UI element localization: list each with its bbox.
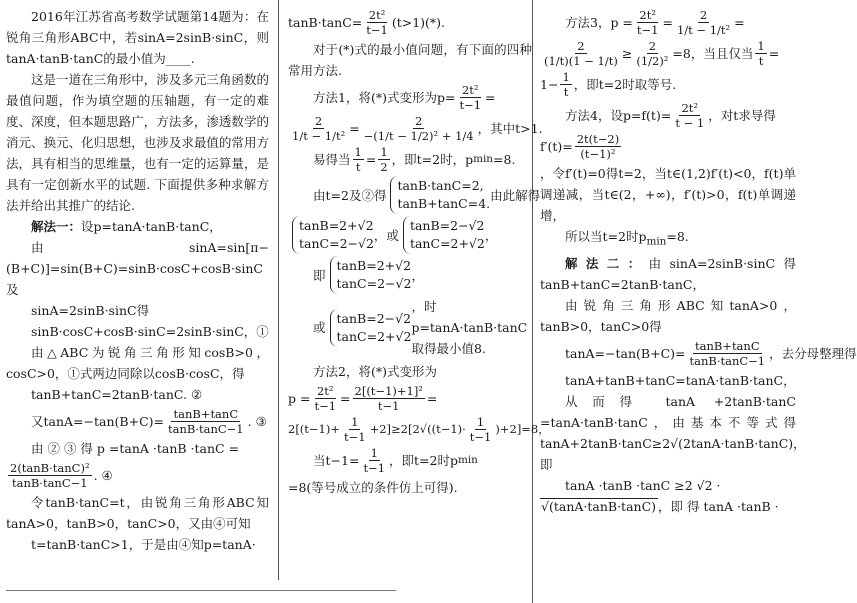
final-line: √(tanA·tanB·tanC) ，即 得 tanA ·tanB · (541, 498, 779, 514)
equation-system: tanB=2+√2 tanC=2−√2 (292, 216, 374, 254)
fraction: $\frac{\tan B+\tan C}{\tan B\cdot\tan C-1}$ (167, 407, 244, 436)
product-step: 由 ② ③ 得 p =tanA ·tanB ·tanC = (31, 441, 240, 456)
four-methods-intro: 对于(*)式的最小值问题，有下面的四种常用方法. (288, 42, 532, 78)
fraction: $\frac{\text{2t²}}{t-1}$ (459, 83, 482, 112)
solution-two-acute: 由锐角三角形ABC知tanA>0，tanB>0，tanC>0得 (540, 297, 796, 334)
method-4-conclusion: 所以当t=2时$p_{min}=8$. (565, 229, 689, 248)
method-3-line: 方法3，p = $\frac{\text{2t²}}{t-1}$ = $\frac{2}{\text{1/t − 1/t²}}$ = (565, 8, 745, 37)
equation-2: tanB+tanC=2tanB·tanC. ② (31, 387, 203, 402)
method-2-equality: 当t−1= $\frac{1}{t-1}$ ，即t=2时p min (313, 446, 478, 475)
column-3 (540, 6, 857, 517)
star-function: tanB·tanC= $\frac{\text{2t²}}{t-1}$ (t>1)(*). (288, 8, 446, 37)
bottom-rule (6, 590, 396, 591)
equation-system: tanB·tanC=2, tanB+tanC=4. (390, 176, 490, 214)
equation-system: tanB=2−√2 tanC=2+√2 (403, 216, 485, 254)
solution-one-heading: 解法一： (31, 219, 82, 234)
method-2-transform: p = $\frac{\text{2t²}}{t-1}$ = $\frac{\text{2[(t−1)+1]²}}{t-1}$ = (288, 384, 438, 413)
equation-system: tanB=2−√2 tanC=2+√2 (330, 309, 412, 347)
fraction: $\frac{1}{t}$ (562, 70, 570, 99)
solution-case-2: 或 tanB=2−√2 tanC=2+√2 ，时p=tanA·tanB·tanC取得最小值8. (313, 299, 528, 356)
equation-4: $\frac{\text{2(tanB·tanC)²}}{\tan B\cdot\tan C-1}$ . ④ (10, 461, 113, 490)
acute-triangle-step: 由△ABC为锐角三角形知cosB>0，cosC>0，①式两边同除以cosB·cosC，得 (6, 345, 269, 381)
fraction: $\frac{2}{\text{1/t − 1/t²}}$ (676, 8, 731, 37)
fraction: $\frac{\text{2[(t−1)+1]²}}{t-1}$ (354, 384, 423, 413)
column-2 (288, 6, 550, 498)
fraction: $\frac{1}{t-1}$ (344, 415, 366, 444)
equation-1: sinB·cosC+cosB·sinC=2sinB·sinC，① (31, 324, 269, 339)
equation-3: 又tanA=−tan(B+C)= $\frac{\tan B+\tan C}{\tan B\cdot\tan C-1}$ . ③ (31, 407, 267, 436)
fraction: $\frac{1}{t}$ (354, 145, 362, 174)
am-gm-step: 从而得 tanA +2tanB·tanC =tanA·tanB·tanC，由基本不等式得tanA+2tanB·tanC≥2√(2tanA·tanB·tanC)，即 (540, 393, 806, 472)
inequality-line: tanA ·tanB ·tanC ≥2 √2 · (565, 477, 721, 493)
fraction: $\frac{\text{2t²}}{t-1}$ (314, 384, 337, 413)
method-3-equality: 1− $\frac{1}{t}$ ，即t=2时取等号. (540, 70, 677, 99)
method-4-line: 方法4，设p=f(t)= $\frac{\text{2t²}}{t - 1}$ ，对t求导得 (565, 101, 776, 130)
column-1 (6, 6, 269, 555)
method-2-conclusion: =8(等号成立的条件仿上可得). (288, 480, 458, 495)
fraction: $\frac{1}{t}$ (757, 39, 765, 68)
fraction: $\frac{\text{2(tanB·tanC)²}}{\tan B\cdot\tan C-1}$ (10, 461, 90, 490)
fraction: $\frac{\tan B+\tan C}{\tan B\cdot\tan C-1}$ (689, 338, 766, 368)
given-condition: sinA=2sinB·sinC得 (31, 303, 150, 318)
continuation-line: t=tanB·tanC>1，于是由④知p=tanA· (31, 537, 256, 552)
method-1-transform: $\frac{2}{\text{1/t − 1/t²}}$ = $\frac{2}{\text{−(1/t − 1/2)² + 1/4}}$ ，其中t>1. (292, 114, 543, 143)
solution-two-tanA: tanA=−tan(B+C)= $\frac{\tan B+\tan C}{\tan B\cdot\tan C-1}$ ，去分母整理得 (565, 338, 857, 368)
fraction: $\frac{\text{2t²}}{t-1}$ (636, 8, 659, 37)
solution-two-intro: 解法二：由sinA=2sinB·sinC得tanB+tanC=2tanB·tanC， (540, 255, 796, 292)
fraction: $\frac{2}{\text{(1/2)²}}$ (636, 39, 669, 68)
intro-paragraph: 这是一道在三角形中，涉及多元三角函数的最值问题，作为填空题的压轴题，有一定的难度、深度，但本题思路广，方法多，渗透数学的消元、换元、化归思想，也涉及求最值的常用方法，具有相当的思维量，也有一定的运算量，是具有一定创新水平的试题. 下面提供多种求解方法并给出其推广的结论. (6, 72, 269, 213)
system-solutions: tanB=2+√2 tanC=2−√2 ，或 tanB=2−√2 tanC=2+√2 ， (288, 216, 532, 254)
solution-two-heading: 解法二： (565, 255, 649, 271)
solution-one-intro: 解法一：设p=tanA·tanB·tanC， (31, 219, 222, 234)
fraction: $\frac{1}{t-1}$ (469, 415, 492, 444)
method-1-line: 方法1，将(*)式变形为p= $\frac{\text{2t²}}{t-1}$ = (313, 83, 496, 112)
fraction: $\frac{2}{\text{−(1/t − 1/2)² + 1/4}}$ (363, 114, 474, 143)
column-divider-2 (532, 0, 533, 603)
monotonicity-text: ，令f′(t)=0得t=2，当t∈(1,2)f′(t)<0，f(t)单调递减，当t∈(2，+∞)，f′(t)>0，f(t)单调递增， (540, 166, 796, 223)
solution-case-1: 即 tanB=2+√2 tanC=2−√2 ， (288, 256, 532, 294)
derivative-line: f′(t)= $\frac{2t(t-2)}{\text{(t−1)²}}$ (540, 132, 620, 161)
method-2-intro: 方法2，将(*)式变形为 (313, 364, 437, 379)
fraction: $\frac{2}{(1/t)(1 - 1/t)}$ (544, 39, 618, 68)
method-1-minimum: 易得当 $\frac{1}{t}$ = $\frac{1}{2}$ ，即t=2时，p min =8. (313, 145, 516, 174)
problem-statement: 2016年江苏省高考数学试题第14题为：在锐角三角形ABC中，若sinA=2sinB·sinC，则tanA·tanB·tanC的最小值为____. (6, 9, 269, 66)
substitution-paragraph: 令tanB·tanC=t，由锐角三角形ABC知tanA>0，tanB>0，tanC>0，又由④可知 (6, 495, 269, 531)
fraction: $\frac{2t(t-2)}{\text{(t−1)²}}$ (576, 132, 620, 161)
fraction: $\frac{1}{2}$ (380, 145, 388, 174)
method-3-inequality: $\frac{2}{(1/t)(1 - 1/t)}$ ≥ $\frac{2}{\text{(1/2)²}}$ =8，当且仅当 $\frac{1}{t}$ = (544, 39, 780, 68)
system-t-equals-2: 由t=2及②得 tanB·tanC=2, tanB+tanC=4. 由此解得 (288, 176, 532, 214)
tangent-identity: tanA+tanB+tanC=tanA·tanB·tanC， (565, 372, 796, 388)
fraction: $\frac{2}{\text{1/t − 1/t²}}$ (292, 114, 346, 143)
fraction: $\frac{1}{t-1}$ (363, 446, 386, 475)
fraction: $\frac{\text{2t²}}{t - 1}$ (675, 101, 705, 130)
equation-system: tanB=2+√2 tanC=2−√2 (330, 256, 412, 294)
column-divider-1 (278, 0, 279, 580)
sine-expansion: 由sinA=sin[π−(B+C)]=sin(B+C)=sinB·cosC+cosB·sinC及 (6, 240, 269, 297)
method-2-inequality: 2[(t−1)+ $\frac{1}{t-1}$ +2]≥2[2√((t−1)· $\frac{1}{t-1}$ )+2]=8， (288, 415, 550, 444)
fraction: $\frac{\text{2t²}}{t-1}$ (366, 8, 388, 37)
